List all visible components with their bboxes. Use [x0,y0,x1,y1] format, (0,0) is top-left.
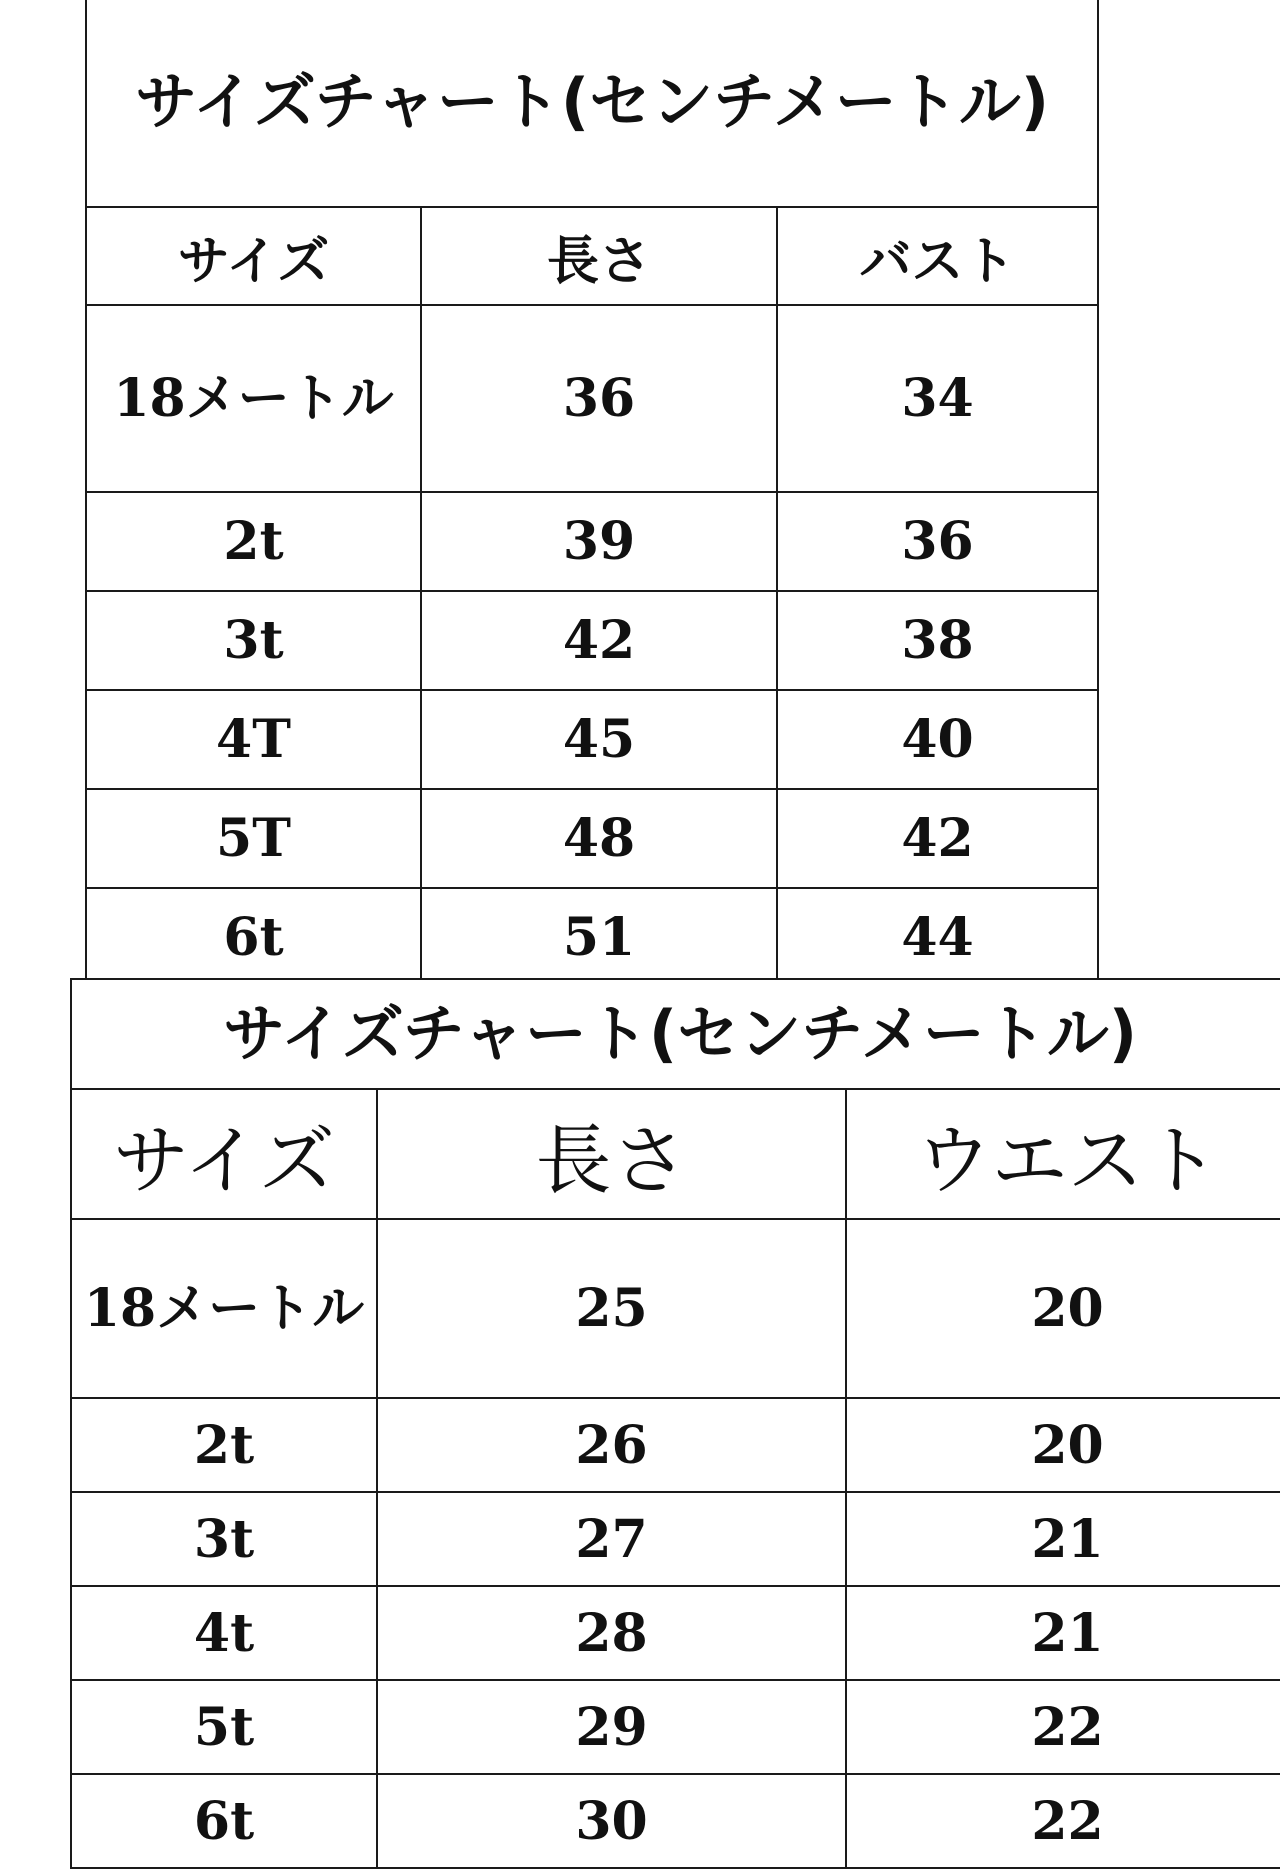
waist-cell: 22 [846,1680,1280,1774]
size-cell: 4t [71,1586,377,1680]
chart-title: サイズチャート(センチメートル) [86,0,1098,207]
length-cell: 42 [421,591,777,690]
table-row [86,305,1098,492]
size-chart-bust [85,0,1099,988]
waist-cell: 20 [846,1219,1280,1398]
size-cell: 2t [71,1398,377,1492]
column-header-length: 長さ [377,1089,846,1219]
length-cell: 29 [377,1680,846,1774]
bust-cell: 36 [777,492,1098,591]
column-header-waist: ウエスト [846,1089,1280,1219]
length-cell: 25 [377,1219,846,1398]
size-cell: 6t [86,888,421,987]
bust-cell: 40 [777,690,1098,789]
length-cell: 45 [421,690,777,789]
table-row [86,591,1098,690]
waist-cell: 22 [846,1774,1280,1868]
size-cell: 6t [71,1774,377,1868]
length-cell: 51 [421,888,777,987]
size-cell: 3t [71,1492,377,1586]
bust-cell: 34 [777,305,1098,492]
size-cell: 3t [86,591,421,690]
table-row [71,1492,1280,1586]
size-cell: 5t [71,1680,377,1774]
length-cell: 27 [377,1492,846,1586]
table-row [71,1219,1280,1398]
waist-cell: 21 [846,1586,1280,1680]
size-cell: 5T [86,789,421,888]
size-cell: 4T [86,690,421,789]
size-chart-waist [70,978,1280,1869]
bust-cell: 38 [777,591,1098,690]
waist-cell: 20 [846,1398,1280,1492]
size-cell: 18メートル [86,305,421,492]
column-header-bust: バスト [777,207,1098,305]
waist-cell: 21 [846,1492,1280,1586]
size-cell: 2t [86,492,421,591]
header-row [71,1089,1280,1219]
header-row [86,207,1098,305]
chart-title: サイズチャート(センチメートル) [71,979,1280,1089]
table-row [86,492,1098,591]
table-row [71,1774,1280,1868]
length-cell: 48 [421,789,777,888]
length-cell: 39 [421,492,777,591]
column-header-size: サイズ [71,1089,377,1219]
length-cell: 36 [421,305,777,492]
length-cell: 26 [377,1398,846,1492]
table-row [86,690,1098,789]
table-row [71,1586,1280,1680]
size-cell: 18メートル [71,1219,377,1398]
table-row [71,1398,1280,1492]
column-header-size: サイズ [86,207,421,305]
table-row [71,1680,1280,1774]
bust-cell: 44 [777,888,1098,987]
length-cell: 30 [377,1774,846,1868]
table-row [86,789,1098,888]
table-row [86,888,1098,987]
bust-cell: 42 [777,789,1098,888]
length-cell: 28 [377,1586,846,1680]
column-header-length: 長さ [421,207,777,305]
